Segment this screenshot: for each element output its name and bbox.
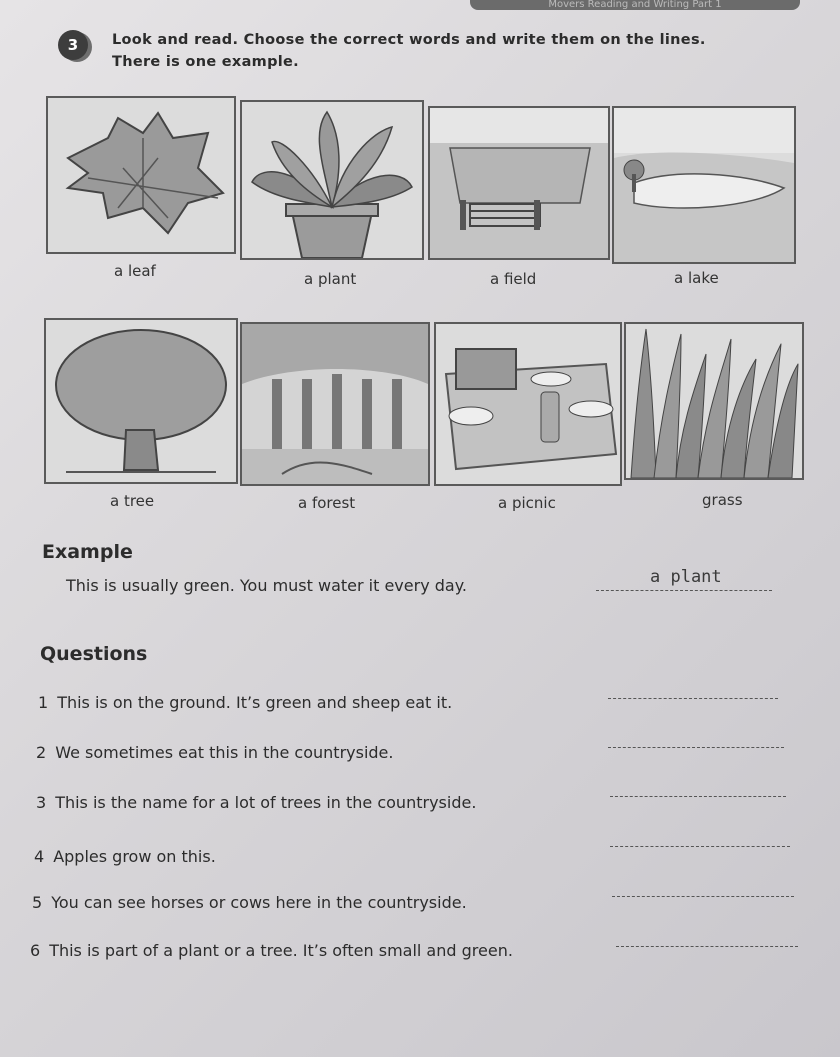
tree-picture <box>44 318 238 484</box>
question-number: 2 <box>36 743 47 762</box>
question-text: This is on the ground. It’s green and sheep eat it. <box>57 693 453 712</box>
answer-line-3[interactable] <box>610 774 786 797</box>
leaf-picture <box>46 96 236 254</box>
question-5 <box>32 893 467 912</box>
picnic-picture <box>434 322 622 486</box>
questions-heading: Questions <box>40 643 148 665</box>
instructions <box>112 32 706 76</box>
instruction-line-2: There is one example. <box>112 54 299 70</box>
leaf-icon <box>48 98 234 252</box>
answer-line-6[interactable] <box>616 924 798 947</box>
question-number: 3 <box>36 793 47 812</box>
grass-picture <box>624 322 804 480</box>
answer-line-1[interactable] <box>608 676 778 699</box>
caption-forest: a forest <box>298 494 356 512</box>
picnic-icon <box>436 324 620 484</box>
caption-grass: grass <box>702 491 743 509</box>
lake-picture <box>612 106 796 264</box>
question-number: 6 <box>30 941 41 960</box>
plant-picture <box>240 100 424 260</box>
caption-tree: a tree <box>110 492 155 510</box>
grass-icon <box>626 324 802 478</box>
answer-line-4[interactable] <box>610 824 790 847</box>
question-3 <box>36 793 476 812</box>
header-strip <box>470 0 800 10</box>
tree-icon <box>46 320 236 482</box>
caption-leaf: a leaf <box>114 262 156 280</box>
lake-icon <box>614 108 794 262</box>
question-text: You can see horses or cows here in the countryside. <box>51 893 467 912</box>
forest-icon <box>242 324 428 484</box>
question-2 <box>36 743 393 762</box>
field-picture <box>428 106 610 260</box>
answer-line-2[interactable] <box>608 725 784 748</box>
example-answer: a plant <box>650 567 722 587</box>
example-question: This is usually green. You must water it every day. <box>66 576 467 595</box>
question-number: 5 <box>32 893 43 912</box>
question-6 <box>30 941 513 960</box>
answer-line-5[interactable] <box>612 874 794 897</box>
example-heading: Example <box>42 541 133 563</box>
caption-plant: a plant <box>304 270 357 288</box>
caption-picnic: a picnic <box>498 494 556 512</box>
question-4 <box>34 847 216 866</box>
question-number: 1 <box>38 693 49 712</box>
question-text: We sometimes eat this in the countryside. <box>55 743 394 762</box>
question-number: 4 <box>34 847 45 866</box>
question-1 <box>38 693 452 712</box>
forest-picture <box>240 322 430 486</box>
instruction-line-1: Look and read. Choose the correct words and write them on the lines. <box>112 32 706 48</box>
question-text: Apples grow on this. <box>53 847 216 866</box>
question-text: This is part of a plant or a tree. It’s often small and green. <box>49 941 513 960</box>
plant-icon <box>242 102 422 258</box>
caption-lake: a lake <box>674 269 719 287</box>
header-strip-text: Movers Reading and Writing Part 1 <box>548 0 722 10</box>
question-text: This is the name for a lot of trees in the countryside. <box>55 793 477 812</box>
task-number-badge: 3 <box>58 30 88 60</box>
field-icon <box>430 108 608 258</box>
caption-field: a field <box>490 270 537 288</box>
